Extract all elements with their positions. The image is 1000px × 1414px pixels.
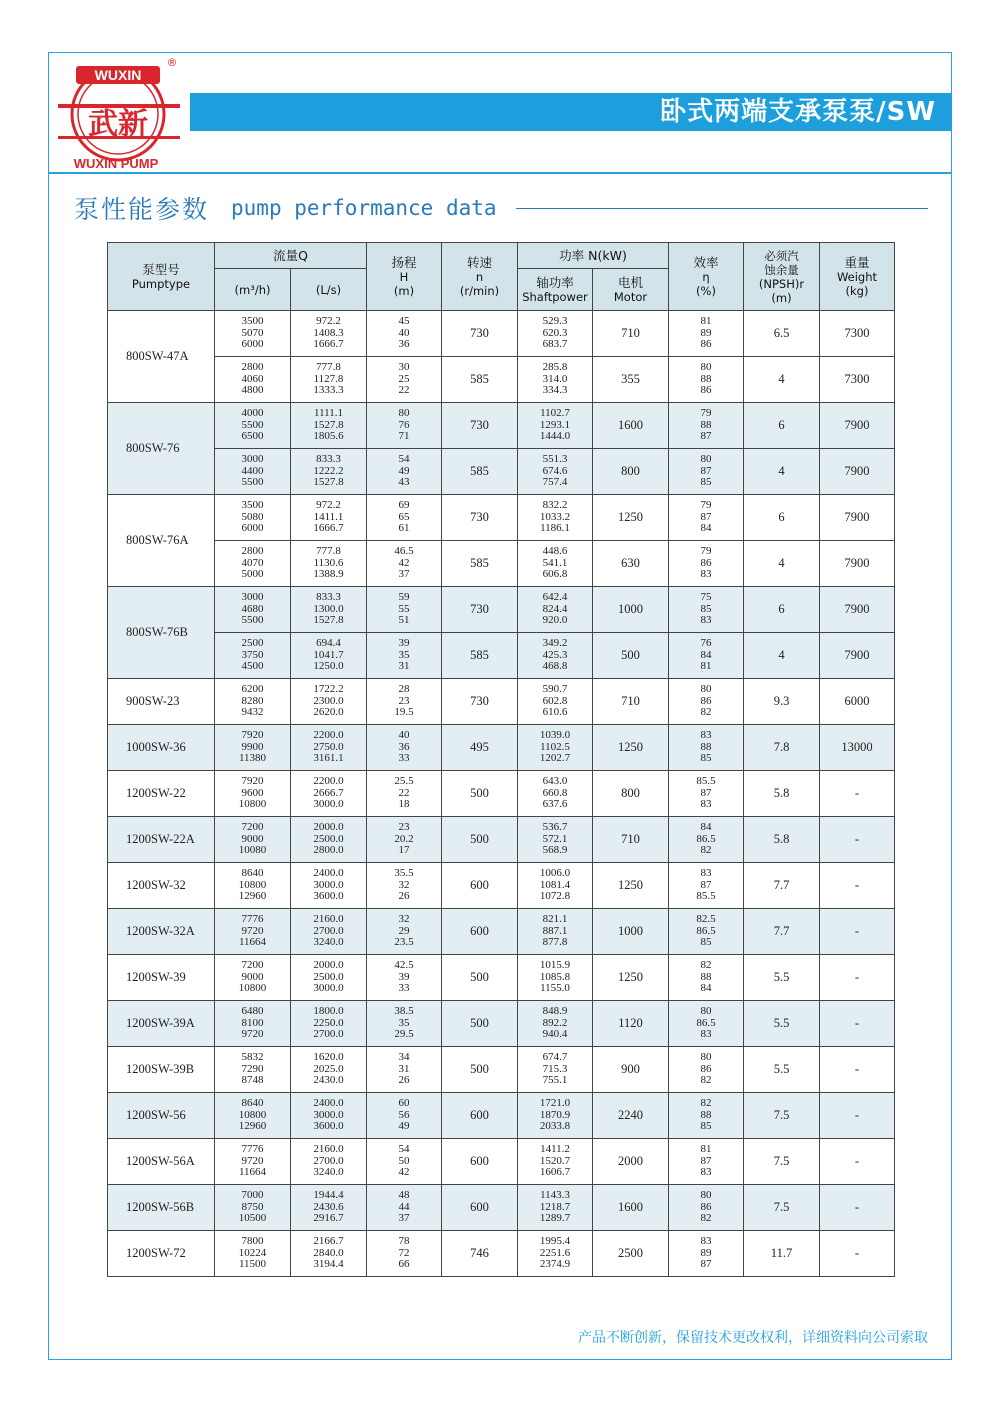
flow-ls-cell: 694.4 1041.7 1250.0 <box>291 633 367 679</box>
table-row <box>108 863 895 909</box>
flow-m3h-cell: 6200 8280 9432 <box>215 679 291 725</box>
weight-cell: 7900 <box>820 403 895 449</box>
speed-cell: 730 <box>442 495 518 541</box>
shaftpower-cell: 536.7 572.1 568.9 <box>518 817 593 863</box>
flow-ls-cell: 777.8 1127.8 1333.3 <box>291 357 367 403</box>
table-row <box>108 679 895 725</box>
head-cell: 40 36 33 <box>367 725 442 771</box>
speed-cell: 585 <box>442 449 518 495</box>
pump-model-cell: 1200SW-56B <box>108 1185 215 1231</box>
section-heading <box>74 190 497 226</box>
head-cell: 78 72 66 <box>367 1231 442 1277</box>
efficiency-cell: 83 87 85.5 <box>669 863 744 909</box>
efficiency-cell: 76 84 81 <box>669 633 744 679</box>
flow-m3h-cell: 3500 5080 6000 <box>215 495 291 541</box>
motor-cell: 800 <box>593 449 669 495</box>
npsh-cell: 6.5 <box>744 311 820 357</box>
header-power: 功率 N(kW) <box>518 243 669 269</box>
table-row <box>108 1231 895 1277</box>
efficiency-cell: 80 86 82 <box>669 1185 744 1231</box>
npsh-cell: 4 <box>744 449 820 495</box>
flow-m3h-cell: 7776 9720 11664 <box>215 909 291 955</box>
flow-ls-cell: 2160.0 2700.0 3240.0 <box>291 1139 367 1185</box>
motor-cell: 2240 <box>593 1093 669 1139</box>
motor-cell: 2500 <box>593 1231 669 1277</box>
weight-cell: - <box>820 1093 895 1139</box>
speed-cell: 500 <box>442 1001 518 1047</box>
wuxin-logo <box>56 56 186 172</box>
speed-cell: 585 <box>442 633 518 679</box>
pump-model-cell: 1200SW-56 <box>108 1093 215 1139</box>
speed-cell: 500 <box>442 817 518 863</box>
flow-m3h-cell: 5832 7290 8748 <box>215 1047 291 1093</box>
flow-ls-cell: 1620.0 2025.0 2430.0 <box>291 1047 367 1093</box>
flow-ls-cell: 2000.0 2500.0 3000.0 <box>291 955 367 1001</box>
speed-cell: 495 <box>442 725 518 771</box>
motor-cell: 1250 <box>593 863 669 909</box>
pump-model-cell: 800SW-76 <box>108 403 215 495</box>
npsh-cell: 7.5 <box>744 1139 820 1185</box>
motor-cell: 1000 <box>593 587 669 633</box>
pump-model-cell: 800SW-76A <box>108 495 215 587</box>
motor-cell: 710 <box>593 311 669 357</box>
efficiency-cell: 80 86 82 <box>669 679 744 725</box>
head-cell: 39 35 31 <box>367 633 442 679</box>
shaftpower-cell: 642.4 824.4 920.0 <box>518 587 593 633</box>
flow-ls-cell: 972.2 1411.1 1666.7 <box>291 495 367 541</box>
head-cell: 48 44 37 <box>367 1185 442 1231</box>
svg-text:WUXIN: WUXIN <box>94 67 142 83</box>
pump-model-cell: 1200SW-32A <box>108 909 215 955</box>
table-row <box>108 1093 895 1139</box>
flow-ls-cell: 2400.0 3000.0 3600.0 <box>291 1093 367 1139</box>
table-row <box>108 1047 895 1093</box>
weight-cell: 7900 <box>820 633 895 679</box>
shaftpower-cell: 448.6 541.1 606.8 <box>518 541 593 587</box>
header-shaftpower: 轴功率 Shaftpower <box>518 269 593 311</box>
shaftpower-cell: 529.3 620.3 683.7 <box>518 311 593 357</box>
weight-cell: - <box>820 955 895 1001</box>
speed-cell: 585 <box>442 357 518 403</box>
efficiency-cell: 83 89 87 <box>669 1231 744 1277</box>
header-flow-m3h: (m³/h) <box>215 269 291 311</box>
shaftpower-cell: 1995.4 2251.6 2374.9 <box>518 1231 593 1277</box>
header-flow: 流量Q <box>215 243 367 269</box>
header-weight: 重量 Weight (kg) <box>820 243 895 311</box>
weight-cell: - <box>820 1231 895 1277</box>
weight-cell: 7900 <box>820 541 895 587</box>
head-cell: 54 50 42 <box>367 1139 442 1185</box>
shaftpower-cell: 590.7 602.8 610.6 <box>518 679 593 725</box>
pump-model-cell: 1200SW-56A <box>108 1139 215 1185</box>
table-row <box>108 449 895 495</box>
table-row <box>108 955 895 1001</box>
head-cell: 30 25 22 <box>367 357 442 403</box>
flow-m3h-cell: 3000 4400 5500 <box>215 449 291 495</box>
head-cell: 42.5 39 33 <box>367 955 442 1001</box>
npsh-cell: 7.5 <box>744 1093 820 1139</box>
shaftpower-cell: 674.7 715.3 755.1 <box>518 1047 593 1093</box>
motor-cell: 500 <box>593 633 669 679</box>
npsh-cell: 9.3 <box>744 679 820 725</box>
flow-ls-cell: 1944.4 2430.6 2916.7 <box>291 1185 367 1231</box>
npsh-cell: 6 <box>744 403 820 449</box>
motor-cell: 800 <box>593 771 669 817</box>
shaftpower-cell: 551.3 674.6 757.4 <box>518 449 593 495</box>
flow-ls-cell: 2000.0 2500.0 2800.0 <box>291 817 367 863</box>
section-title-cn: 泵性能参数 <box>74 195 210 224</box>
pump-model-cell: 1200SW-39 <box>108 955 215 1001</box>
table-row <box>108 541 895 587</box>
speed-cell: 600 <box>442 863 518 909</box>
npsh-cell: 6 <box>744 495 820 541</box>
footer-note: 产品不断创新，保留技术更改权利，详细资料向公司索取 <box>578 1330 928 1346</box>
npsh-cell: 4 <box>744 357 820 403</box>
speed-cell: 746 <box>442 1231 518 1277</box>
table-row <box>108 771 895 817</box>
flow-ls-cell: 1111.1 1527.8 1805.6 <box>291 403 367 449</box>
speed-cell: 500 <box>442 955 518 1001</box>
header-pumptype: 泵型号 Pumptype <box>108 243 215 311</box>
weight-cell: 7300 <box>820 357 895 403</box>
shaftpower-cell: 285.8 314.0 334.3 <box>518 357 593 403</box>
speed-cell: 600 <box>442 1093 518 1139</box>
weight-cell: 7900 <box>820 449 895 495</box>
head-cell: 28 23 19.5 <box>367 679 442 725</box>
flow-m3h-cell: 7200 9000 10080 <box>215 817 291 863</box>
flow-m3h-cell: 3000 4680 5500 <box>215 587 291 633</box>
head-cell: 60 56 49 <box>367 1093 442 1139</box>
section-title-en: pump performance data <box>231 196 497 220</box>
weight-cell: - <box>820 817 895 863</box>
npsh-cell: 5.5 <box>744 1001 820 1047</box>
efficiency-cell: 82 88 84 <box>669 955 744 1001</box>
motor-cell: 2000 <box>593 1139 669 1185</box>
speed-cell: 585 <box>442 541 518 587</box>
efficiency-cell: 80 86 82 <box>669 1047 744 1093</box>
flow-m3h-cell: 7920 9900 11380 <box>215 725 291 771</box>
flow-ls-cell: 1722.2 2300.0 2620.0 <box>291 679 367 725</box>
head-cell: 23 20.2 17 <box>367 817 442 863</box>
head-cell: 59 55 51 <box>367 587 442 633</box>
flow-m3h-cell: 7776 9720 11664 <box>215 1139 291 1185</box>
npsh-cell: 5.8 <box>744 817 820 863</box>
head-cell: 34 31 26 <box>367 1047 442 1093</box>
speed-cell: 730 <box>442 679 518 725</box>
pump-model-cell: 1200SW-22 <box>108 771 215 817</box>
shaftpower-cell: 1006.0 1081.4 1072.8 <box>518 863 593 909</box>
flow-m3h-cell: 7800 10224 11500 <box>215 1231 291 1277</box>
head-cell: 35.5 32 26 <box>367 863 442 909</box>
table-row <box>108 817 895 863</box>
motor-cell: 710 <box>593 679 669 725</box>
weight-cell: - <box>820 909 895 955</box>
svg-text:WUXIN PUMP: WUXIN PUMP <box>73 156 159 171</box>
flow-m3h-cell: 2500 3750 4500 <box>215 633 291 679</box>
weight-cell: 7900 <box>820 495 895 541</box>
pump-model-cell: 1200SW-32 <box>108 863 215 909</box>
weight-cell: 13000 <box>820 725 895 771</box>
head-cell: 38.5 35 29.5 <box>367 1001 442 1047</box>
motor-cell: 900 <box>593 1047 669 1093</box>
flow-m3h-cell: 7000 8750 10500 <box>215 1185 291 1231</box>
weight-cell: - <box>820 1139 895 1185</box>
efficiency-cell: 84 86.5 82 <box>669 817 744 863</box>
speed-cell: 730 <box>442 587 518 633</box>
npsh-cell: 4 <box>744 633 820 679</box>
npsh-cell: 11.7 <box>744 1231 820 1277</box>
table-row <box>108 633 895 679</box>
flow-ls-cell: 972.2 1408.3 1666.7 <box>291 311 367 357</box>
weight-cell: - <box>820 1001 895 1047</box>
efficiency-cell: 83 88 85 <box>669 725 744 771</box>
efficiency-cell: 80 87 85 <box>669 449 744 495</box>
motor-cell: 1120 <box>593 1001 669 1047</box>
efficiency-cell: 80 86.5 83 <box>669 1001 744 1047</box>
flow-m3h-cell: 8640 10800 12960 <box>215 863 291 909</box>
motor-cell: 1000 <box>593 909 669 955</box>
motor-cell: 1250 <box>593 495 669 541</box>
speed-cell: 500 <box>442 1047 518 1093</box>
flow-m3h-cell: 2800 4070 5000 <box>215 541 291 587</box>
header-separator <box>48 172 952 174</box>
pump-model-cell: 1000SW-36 <box>108 725 215 771</box>
efficiency-cell: 75 85 83 <box>669 587 744 633</box>
efficiency-cell: 79 87 84 <box>669 495 744 541</box>
flow-ls-cell: 1800.0 2250.0 2700.0 <box>291 1001 367 1047</box>
svg-text:武新: 武新 <box>88 107 148 142</box>
shaftpower-cell: 1039.0 1102.5 1202.7 <box>518 725 593 771</box>
shaftpower-cell: 821.1 887.1 877.8 <box>518 909 593 955</box>
npsh-cell: 5.5 <box>744 1047 820 1093</box>
speed-cell: 600 <box>442 1185 518 1231</box>
shaftpower-cell: 1143.3 1218.7 1289.7 <box>518 1185 593 1231</box>
efficiency-cell: 82 88 85 <box>669 1093 744 1139</box>
weight-cell: 6000 <box>820 679 895 725</box>
header-head: 扬程 H (m) <box>367 243 442 311</box>
shaftpower-cell: 1102.7 1293.1 1444.0 <box>518 403 593 449</box>
shaftpower-cell: 1411.2 1520.7 1606.7 <box>518 1139 593 1185</box>
header-npsh: 必须汽 蚀余量 (NPSH)r (m) <box>744 243 820 311</box>
efficiency-cell: 80 88 86 <box>669 357 744 403</box>
pump-model-cell: 800SW-76B <box>108 587 215 679</box>
npsh-cell: 7.5 <box>744 1185 820 1231</box>
speed-cell: 600 <box>442 909 518 955</box>
motor-cell: 1600 <box>593 1185 669 1231</box>
head-cell: 54 49 43 <box>367 449 442 495</box>
flow-ls-cell: 2160.0 2700.0 3240.0 <box>291 909 367 955</box>
efficiency-cell: 81 87 83 <box>669 1139 744 1185</box>
shaftpower-cell: 848.9 892.2 940.4 <box>518 1001 593 1047</box>
motor-cell: 630 <box>593 541 669 587</box>
motor-cell: 1250 <box>593 725 669 771</box>
npsh-cell: 7.8 <box>744 725 820 771</box>
flow-ls-cell: 2200.0 2666.7 3000.0 <box>291 771 367 817</box>
svg-text:®: ® <box>166 56 178 69</box>
head-cell: 46.5 42 37 <box>367 541 442 587</box>
table-row <box>108 1001 895 1047</box>
flow-ls-cell: 833.3 1300.0 1527.8 <box>291 587 367 633</box>
efficiency-cell: 85.5 87 83 <box>669 771 744 817</box>
motor-cell: 1600 <box>593 403 669 449</box>
flow-ls-cell: 2400.0 3000.0 3600.0 <box>291 863 367 909</box>
flow-ls-cell: 2166.7 2840.0 3194.4 <box>291 1231 367 1277</box>
flow-m3h-cell: 3500 5070 6000 <box>215 311 291 357</box>
efficiency-cell: 81 89 86 <box>669 311 744 357</box>
efficiency-cell: 79 86 83 <box>669 541 744 587</box>
pump-model-cell: 1200SW-72 <box>108 1231 215 1277</box>
motor-cell: 1250 <box>593 955 669 1001</box>
flow-ls-cell: 777.8 1130.6 1388.9 <box>291 541 367 587</box>
shaftpower-cell: 349.2 425.3 468.8 <box>518 633 593 679</box>
flow-m3h-cell: 8640 10800 12960 <box>215 1093 291 1139</box>
flow-m3h-cell: 7920 9600 10800 <box>215 771 291 817</box>
pump-model-cell: 1200SW-39A <box>108 1001 215 1047</box>
motor-cell: 710 <box>593 817 669 863</box>
efficiency-cell: 79 88 87 <box>669 403 744 449</box>
npsh-cell: 4 <box>744 541 820 587</box>
title-banner <box>190 93 952 131</box>
npsh-cell: 7.7 <box>744 863 820 909</box>
header-motor: 电机 Motor <box>593 269 669 311</box>
shaftpower-cell: 1015.9 1085.8 1155.0 <box>518 955 593 1001</box>
section-rule <box>516 208 928 209</box>
pump-model-cell: 900SW-23 <box>108 679 215 725</box>
speed-cell: 500 <box>442 771 518 817</box>
speed-cell: 600 <box>442 1139 518 1185</box>
flow-ls-cell: 2200.0 2750.0 3161.1 <box>291 725 367 771</box>
weight-cell: 7900 <box>820 587 895 633</box>
weight-cell: 7300 <box>820 311 895 357</box>
table-row <box>108 495 895 541</box>
header-efficiency: 效率 η (%) <box>669 243 744 311</box>
speed-cell: 730 <box>442 403 518 449</box>
head-cell: 80 76 71 <box>367 403 442 449</box>
npsh-cell: 7.7 <box>744 909 820 955</box>
head-cell: 45 40 36 <box>367 311 442 357</box>
head-cell: 32 29 23.5 <box>367 909 442 955</box>
flow-ls-cell: 833.3 1222.2 1527.8 <box>291 449 367 495</box>
header-speed: 转速 n (r/min) <box>442 243 518 311</box>
performance-table <box>107 242 895 1277</box>
pump-model-cell: 800SW-47A <box>108 311 215 403</box>
weight-cell: - <box>820 1047 895 1093</box>
head-cell: 69 65 61 <box>367 495 442 541</box>
flow-m3h-cell: 7200 9000 10800 <box>215 955 291 1001</box>
efficiency-cell: 82.5 86.5 85 <box>669 909 744 955</box>
npsh-cell: 5.5 <box>744 955 820 1001</box>
weight-cell: - <box>820 771 895 817</box>
head-cell: 25.5 22 18 <box>367 771 442 817</box>
npsh-cell: 6 <box>744 587 820 633</box>
pump-model-cell: 1200SW-22A <box>108 817 215 863</box>
flow-m3h-cell: 2800 4060 4800 <box>215 357 291 403</box>
table-row <box>108 587 895 633</box>
shaftpower-cell: 1721.0 1870.9 2033.8 <box>518 1093 593 1139</box>
flow-m3h-cell: 4000 5500 6500 <box>215 403 291 449</box>
table-row <box>108 311 895 357</box>
npsh-cell: 5.8 <box>744 771 820 817</box>
flow-m3h-cell: 6480 8100 9720 <box>215 1001 291 1047</box>
weight-cell: - <box>820 1185 895 1231</box>
table-row <box>108 725 895 771</box>
table-row <box>108 909 895 955</box>
weight-cell: - <box>820 863 895 909</box>
table-row <box>108 357 895 403</box>
shaftpower-cell: 643.0 660.8 637.6 <box>518 771 593 817</box>
speed-cell: 730 <box>442 311 518 357</box>
table-row <box>108 1185 895 1231</box>
header-flow-ls: (L/s) <box>291 269 367 311</box>
shaftpower-cell: 832.2 1033.2 1186.1 <box>518 495 593 541</box>
table-row <box>108 1139 895 1185</box>
table-row <box>108 403 895 449</box>
banner-title: 卧式两端支承泵泵/SW <box>660 97 936 127</box>
motor-cell: 355 <box>593 357 669 403</box>
pump-model-cell: 1200SW-39B <box>108 1047 215 1093</box>
